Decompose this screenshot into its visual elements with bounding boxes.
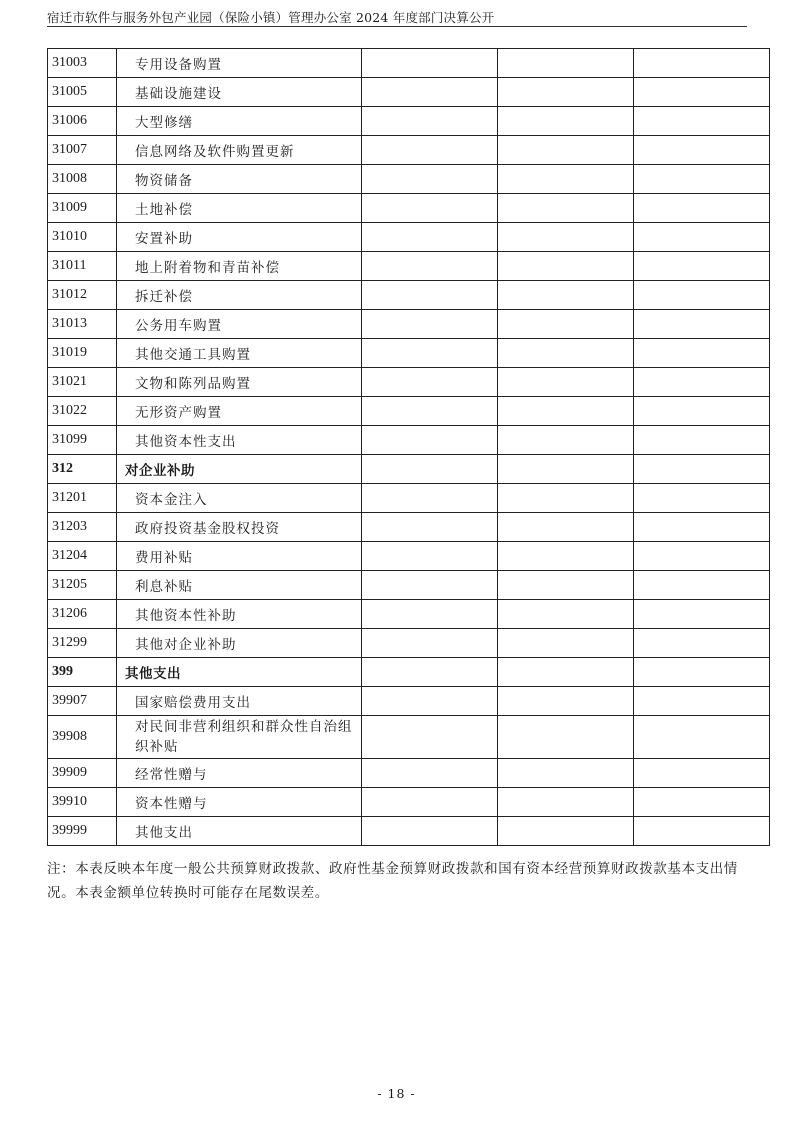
amount-cell <box>634 165 770 194</box>
amount-cell <box>362 759 498 788</box>
table-row <box>48 252 770 281</box>
table-row <box>48 759 770 788</box>
account-name-cell: 其他资本性支出 <box>117 426 362 455</box>
amount-cell <box>634 629 770 658</box>
account-name-cell: 经常性赠与 <box>117 759 362 788</box>
amount-cell <box>634 281 770 310</box>
table-row <box>48 484 770 513</box>
header-rule <box>47 26 747 27</box>
amount-cell <box>634 397 770 426</box>
amount-cell <box>634 542 770 571</box>
account-name-cell: 大型修缮 <box>117 107 362 136</box>
account-name-cell: 物资储备 <box>117 165 362 194</box>
amount-cell <box>498 788 634 817</box>
amount-cell <box>634 716 770 759</box>
account-code-cell: 31005 <box>48 78 117 107</box>
amount-cell <box>498 716 634 759</box>
amount-cell <box>498 571 634 600</box>
account-code-cell: 39909 <box>48 759 117 788</box>
account-name-cell: 文物和陈列品购置 <box>117 368 362 397</box>
table-row <box>48 571 770 600</box>
amount-cell <box>634 658 770 687</box>
amount-cell <box>634 339 770 368</box>
amount-cell <box>362 397 498 426</box>
account-name-cell: 安置补助 <box>117 223 362 252</box>
table-row <box>48 78 770 107</box>
amount-cell <box>362 629 498 658</box>
table-row <box>48 600 770 629</box>
account-name-cell: 专用设备购置 <box>117 49 362 78</box>
table-row <box>48 281 770 310</box>
amount-cell <box>362 788 498 817</box>
amount-cell <box>498 484 634 513</box>
table-row <box>48 310 770 339</box>
account-name-cell: 地上附着物和青苗补偿 <box>117 252 362 281</box>
amount-cell <box>634 426 770 455</box>
table-row <box>48 426 770 455</box>
amount-cell <box>498 49 634 78</box>
amount-cell <box>634 107 770 136</box>
account-code-cell: 31206 <box>48 600 117 629</box>
account-name-cell: 其他资本性补助 <box>117 600 362 629</box>
amount-cell <box>498 759 634 788</box>
table-row <box>48 542 770 571</box>
amount-cell <box>362 107 498 136</box>
account-code-cell: 31006 <box>48 107 117 136</box>
account-code-cell: 39999 <box>48 817 117 846</box>
account-code-cell: 31299 <box>48 629 117 658</box>
amount-cell <box>498 107 634 136</box>
amount-cell <box>498 281 634 310</box>
account-code-cell: 312 <box>48 455 117 484</box>
amount-cell <box>498 368 634 397</box>
account-name-cell: 国家赔偿费用支出 <box>117 687 362 716</box>
account-code-cell: 31012 <box>48 281 117 310</box>
amount-cell <box>498 165 634 194</box>
account-name-cell: 费用补贴 <box>117 542 362 571</box>
category-row <box>48 658 770 687</box>
account-code-cell: 39907 <box>48 687 117 716</box>
account-code-cell: 31021 <box>48 368 117 397</box>
account-name-cell: 拆迁补偿 <box>117 281 362 310</box>
amount-cell <box>362 513 498 542</box>
table-row <box>48 49 770 78</box>
amount-cell <box>362 78 498 107</box>
account-code-cell: 399 <box>48 658 117 687</box>
account-name-cell: 对民间非营利组织和群众性自治组织补贴 <box>117 716 362 759</box>
amount-cell <box>634 817 770 846</box>
amount-cell <box>634 571 770 600</box>
account-name-cell: 政府投资基金股权投资 <box>117 513 362 542</box>
amount-cell <box>634 49 770 78</box>
account-name-cell: 其他对企业补助 <box>117 629 362 658</box>
amount-cell <box>362 49 498 78</box>
amount-cell <box>362 600 498 629</box>
category-row <box>48 455 770 484</box>
table-row <box>48 368 770 397</box>
amount-cell <box>634 687 770 716</box>
amount-cell <box>362 165 498 194</box>
account-code-cell: 39908 <box>48 716 117 759</box>
table-row <box>48 687 770 716</box>
amount-cell <box>362 368 498 397</box>
account-name-cell: 信息网络及软件购置更新 <box>117 136 362 165</box>
amount-cell <box>634 600 770 629</box>
account-code-cell: 31013 <box>48 310 117 339</box>
amount-cell <box>498 687 634 716</box>
account-name-cell: 利息补贴 <box>117 571 362 600</box>
table-row <box>48 817 770 846</box>
table-row <box>48 716 770 759</box>
amount-cell <box>634 223 770 252</box>
table-row <box>48 165 770 194</box>
amount-cell <box>362 542 498 571</box>
account-code-cell: 31011 <box>48 252 117 281</box>
amount-cell <box>362 281 498 310</box>
amount-cell <box>498 629 634 658</box>
amount-cell <box>634 252 770 281</box>
amount-cell <box>362 571 498 600</box>
amount-cell <box>634 455 770 484</box>
expenditure-table <box>47 48 770 846</box>
account-name-cell: 其他支出 <box>117 817 362 846</box>
amount-cell <box>498 78 634 107</box>
account-name-cell: 无形资产购置 <box>117 397 362 426</box>
account-code-cell: 31019 <box>48 339 117 368</box>
account-name-cell: 对企业补助 <box>117 455 362 484</box>
amount-cell <box>634 78 770 107</box>
account-name-cell: 其他交通工具购置 <box>117 339 362 368</box>
table-row <box>48 629 770 658</box>
table-note: 注：本表反映本年度一般公共预算财政拨款、政府性基金预算财政拨款和国有资本经营预算财政拨款基本支出情况。本表金额单位转换时可能存在尾数误差。 <box>47 861 738 901</box>
amount-cell <box>634 484 770 513</box>
amount-cell <box>362 716 498 759</box>
table-row <box>48 223 770 252</box>
table-row <box>48 136 770 165</box>
amount-cell <box>362 136 498 165</box>
table-row <box>48 107 770 136</box>
amount-cell <box>634 513 770 542</box>
account-name-cell: 土地补偿 <box>117 194 362 223</box>
amount-cell <box>362 339 498 368</box>
amount-cell <box>634 368 770 397</box>
amount-cell <box>362 687 498 716</box>
account-code-cell: 31201 <box>48 484 117 513</box>
account-name-cell: 公务用车购置 <box>117 310 362 339</box>
amount-cell <box>362 484 498 513</box>
amount-cell <box>634 759 770 788</box>
account-name-cell: 基础设施建设 <box>117 78 362 107</box>
amount-cell <box>498 426 634 455</box>
amount-cell <box>498 136 634 165</box>
account-code-cell: 31203 <box>48 513 117 542</box>
table-row <box>48 513 770 542</box>
account-code-cell: 31204 <box>48 542 117 571</box>
amount-cell <box>634 788 770 817</box>
account-code-cell: 31008 <box>48 165 117 194</box>
account-code-cell: 31003 <box>48 49 117 78</box>
amount-cell <box>498 397 634 426</box>
amount-cell <box>362 252 498 281</box>
account-name-cell: 其他支出 <box>117 658 362 687</box>
amount-cell <box>362 194 498 223</box>
amount-cell <box>362 658 498 687</box>
account-code-cell: 31009 <box>48 194 117 223</box>
amount-cell <box>498 513 634 542</box>
amount-cell <box>634 310 770 339</box>
account-code-cell: 39910 <box>48 788 117 817</box>
amount-cell <box>498 600 634 629</box>
account-code-cell: 31007 <box>48 136 117 165</box>
amount-cell <box>362 310 498 339</box>
amount-cell <box>634 194 770 223</box>
table-row <box>48 788 770 817</box>
account-code-cell: 31022 <box>48 397 117 426</box>
amount-cell <box>498 542 634 571</box>
account-name-cell: 资本性赠与 <box>117 788 362 817</box>
amount-cell <box>498 658 634 687</box>
amount-cell <box>362 817 498 846</box>
expenditure-table-body <box>48 49 770 846</box>
account-name-cell: 资本金注入 <box>117 484 362 513</box>
table-row <box>48 339 770 368</box>
table-row <box>48 397 770 426</box>
amount-cell <box>498 310 634 339</box>
amount-cell <box>362 426 498 455</box>
table-row <box>48 194 770 223</box>
amount-cell <box>362 223 498 252</box>
amount-cell <box>498 223 634 252</box>
amount-cell <box>362 455 498 484</box>
account-code-cell: 31205 <box>48 571 117 600</box>
amount-cell <box>498 455 634 484</box>
account-code-cell: 31010 <box>48 223 117 252</box>
amount-cell <box>498 339 634 368</box>
amount-cell <box>498 817 634 846</box>
account-code-cell: 31099 <box>48 426 117 455</box>
amount-cell <box>498 252 634 281</box>
amount-cell <box>498 194 634 223</box>
amount-cell <box>634 136 770 165</box>
document-header-title: 宿迁市软件与服务外包产业园（保险小镇）管理办公室 2024 年度部门决算公开 <box>47 10 495 25</box>
page-number: - 18 - <box>377 1086 416 1101</box>
